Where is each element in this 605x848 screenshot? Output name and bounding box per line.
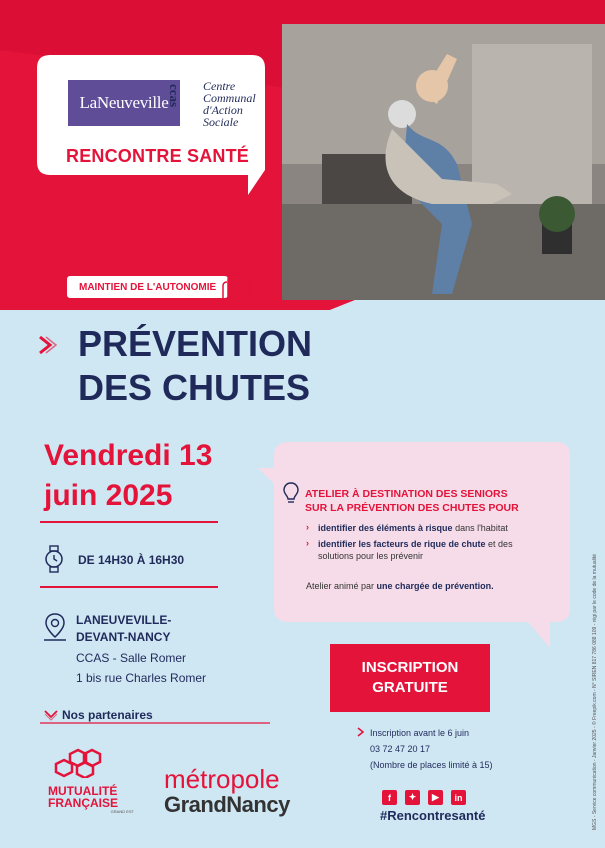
ccas-name: Centre Communal d'Action Sociale <box>203 79 256 129</box>
ccas-acronym: ccas <box>167 84 182 108</box>
youtube-icon[interactable]: ▶ <box>428 790 443 805</box>
linkedin-icon[interactable]: in <box>451 790 466 805</box>
location-city: LANEUVEVILLE- DEVANT-NANCY <box>76 613 172 644</box>
facebook-icon[interactable]: f <box>382 790 397 805</box>
page-title: PRÉVENTION DES CHUTES <box>78 323 313 408</box>
hashtag: #Rencontresanté <box>380 808 486 823</box>
inscription-info: Inscription avant le 6 juin 03 72 47 20 17 (Nombre de places limité à 15) <box>370 728 493 770</box>
partners-label: Nos partenaires <box>62 708 153 722</box>
category-tag: MAINTIEN DE L'AUTONOMIE <box>66 275 229 299</box>
location-address: CCAS - Salle Romer 1 bis rue Charles Romer <box>76 651 207 685</box>
chevron-down-icon <box>44 709 58 721</box>
atelier-host: Atelier animé par une chargée de prévention. <box>306 581 494 591</box>
atelier-goals-list <box>306 522 531 566</box>
chevron-right-icon <box>36 334 58 356</box>
event-time: DE 14H30 À 16H30 <box>78 553 185 567</box>
event-type: RENCONTRE SANTÉ <box>66 146 250 166</box>
list-item: › identifier des éléments à risque dans l'habitat <box>306 522 531 534</box>
senior-person-icon <box>220 258 258 302</box>
legal-notice: MGS - Service communication - Janvier 2025 - © Freepik.com - N° SIREN 817 786 088 109 - régi par le code de la mutualité <box>592 553 598 830</box>
hexagon-cluster-icon <box>48 748 138 778</box>
hero-photo <box>282 24 605 300</box>
location-pin-icon <box>42 612 68 642</box>
grandnancy-logo: GrandNancy <box>164 792 290 817</box>
divider <box>40 521 218 523</box>
watch-icon <box>42 545 66 573</box>
lightbulb-icon <box>282 481 300 505</box>
metropole-logo: métropole <box>164 764 280 794</box>
divider <box>40 586 218 588</box>
event-date: Vendredi 13 juin 2025 <box>44 439 213 512</box>
inscription-badge: INSCRIPTION GRATUITE <box>330 644 490 712</box>
laneuveville-logo: LaNeuveville <box>68 80 180 126</box>
social-icons <box>382 790 466 805</box>
atelier-title: ATELIER À DESTINATION DES SENIORS SUR LA PRÉVENTION DES CHUTES POUR <box>305 488 519 514</box>
mutualite-francaise-logo: MUTUALITÉ FRANÇAISE GRAND EST <box>48 748 138 814</box>
chevron-right-icon <box>356 727 366 737</box>
bluesky-icon[interactable]: ✦ <box>405 790 420 805</box>
divider <box>40 722 270 724</box>
list-item: › identifier les facteurs de rique de chute et des solutions pour les prévenir <box>306 538 531 562</box>
